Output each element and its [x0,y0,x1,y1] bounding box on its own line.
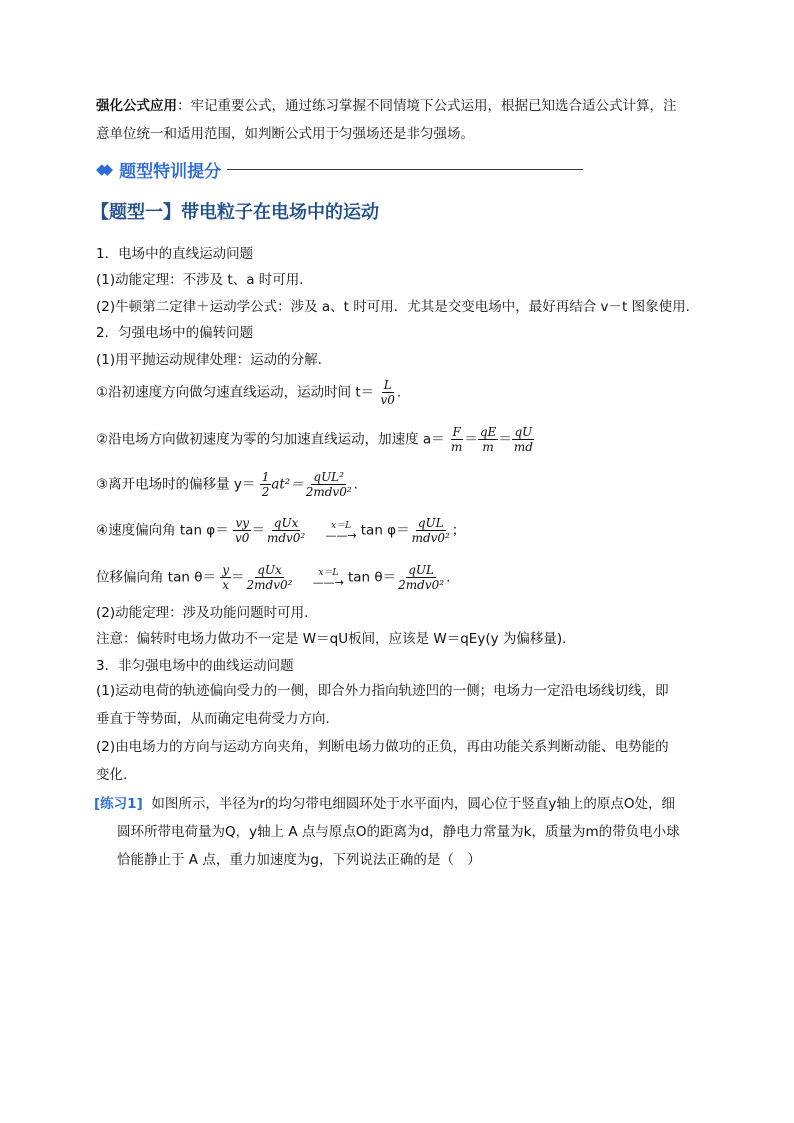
fraction: $\frac{L}{v0}$ [380,378,395,407]
practice-line3: 恰能静止于 A 点，重力加速度为g，下列说法正确的是（ ） [117,852,481,868]
practice-line2: 圆环所带电荷量为Q，y轴上 A 点与原点O的距离为d，静电力常量为k，质量为m的带负电小球 [117,824,680,840]
fraction: $\frac{y}{x}$ [222,563,230,592]
practice-tag: [练习1] [94,796,143,812]
type1-title: 【题型一】带电粒子在电场中的运动 [91,202,379,223]
fraction: $\frac{\text{qUx}}{\text{2mdv0²}}$ [246,563,293,592]
fraction: $\frac{\text{qUL}}{\text{mdv0²}}$ [411,516,450,545]
formula-displacement-label: ③离开电场时的偏移量 y＝ [96,476,256,493]
p1-line1: (1)动能定理：不涉及 t、a 时可用． [96,272,313,288]
formula-time-label: ①沿初速度方向做匀速直线运动，运动时间 t＝ [96,384,375,401]
p2-line2: (2)动能定理：涉及功能问题时可用． [96,605,318,621]
practice-question [94,790,680,874]
p3-line1a: (1)运动电荷的轨迹偏向受力的一侧，即合外力指向轨迹凹的一侧；电场力一定沿电场线切线，即 [96,683,669,699]
section-rule [227,169,583,170]
p1-line2: (2)牛顿第二定律＋运动学公式：涉及 a、t 时可用．尤其是交变电场中，最好再结合 v－t 图象使用． [96,299,700,315]
arrow-icon: x＝L ——→ [325,520,357,542]
p2-heading: 2．匀强电场中的偏转问题 [96,325,254,341]
formula-time: ①沿初速度方向做匀速直线运动，运动时间 t＝ $\frac{L}{v0}$ . [96,378,402,407]
fraction: $\frac{F}{m}$ [450,425,463,454]
p3-line2a: (2)由电场力的方向与运动方向夹角，判断电场力做功的正负，再由功能关系判断动能、电势能的 [96,739,669,755]
practice-line1: 如图所示，半径为r的均匀带电细圆环处于水平面内，圆心位于竖直y轴上的原点O处，细 [151,796,675,812]
fraction: $\frac{\text{qUL}}{\text{2mdv0²}}$ [398,563,445,592]
intro-paragraph [96,92,700,148]
p3-line1b: 垂直于等势面，从而确定电荷受力方向． [96,711,339,727]
p3-heading: 3．非匀强电场中的曲线运动问题 [96,658,294,674]
p2-note: 注意：偏转时电场力做功不一定是 W＝qU板间，应该是 W＝qEy(y 为偏移量)． [96,631,576,647]
section-title: 题型特训提分 [119,161,222,182]
intro-line2: 意单位统一和适用范围，如判断公式用于匀强场还是非匀强场。 [96,126,474,142]
arrow-icon: x＝L ——→ [312,567,344,589]
section-header [96,155,583,183]
p1-heading: 1．电场中的直线运动问题 [96,246,254,262]
p3-line2b: 变化． [96,767,137,783]
fraction: $\frac{1}{2}$ [261,470,270,499]
formula-displacement-angle: 位移偏向角 tan θ＝ $\frac{y}{x}$ ＝ $\frac{\text{qUx}}{\text{2mdv0²}}$ x＝L ——→ tan θ＝ $\frac{\text{qUL}}{\text{2mdv0²}}$ . [96,563,451,592]
diamond-icon: ◆◆ [96,160,108,178]
formula-velocity-angle-label: ④速度偏向角 tan φ＝ [96,522,229,539]
intro-line1: ：牢记重要公式，通过练习掌握不同情境下公式运用，根据已知选合适公式计算，注 [177,98,677,114]
formula-acceleration: ②沿电场方向做初速度为零的匀加速直线运动，加速度 a＝ $\frac{F}{m}$ ＝ $\frac{qE}{m}$ ＝ $\frac{qU}{md}$ [96,425,533,454]
formula-displacement-angle-label: 位移偏向角 tan θ＝ [96,569,216,586]
fraction: $\frac{vy}{v0}$ [235,516,250,545]
fraction: $\frac{qE}{m}$ [479,425,497,454]
formula-displacement: ③离开电场时的偏移量 y＝ $\frac{1}{2}$ at²＝ $\frac{\text{qUL²}}{\text{2mdv0²}}$ . [96,470,358,499]
fraction: $\frac{qU}{md}$ [513,425,533,454]
intro-bold-label: 强化公式应用 [96,98,177,114]
formula-acceleration-label: ②沿电场方向做初速度为零的匀加速直线运动，加速度 a＝ [96,431,445,448]
fraction: $\frac{\text{qUx}}{\text{mdv0²}}$ [266,516,306,545]
p2-line1: (1)用平抛运动规律处理：运动的分解． [96,352,332,368]
formula-velocity-angle: ④速度偏向角 tan φ＝ $\frac{vy}{v0}$ ＝ $\frac{\text{qUx}}{\text{mdv0²}}$ x＝L ——→ tan φ＝ $\frac{\text{qUL}}{\text{mdv0²}}$ ； [96,516,466,545]
fraction: $\frac{\text{qUL²}}{\text{2mdv0²}}$ [305,470,352,499]
p3-paragraph [96,677,700,789]
